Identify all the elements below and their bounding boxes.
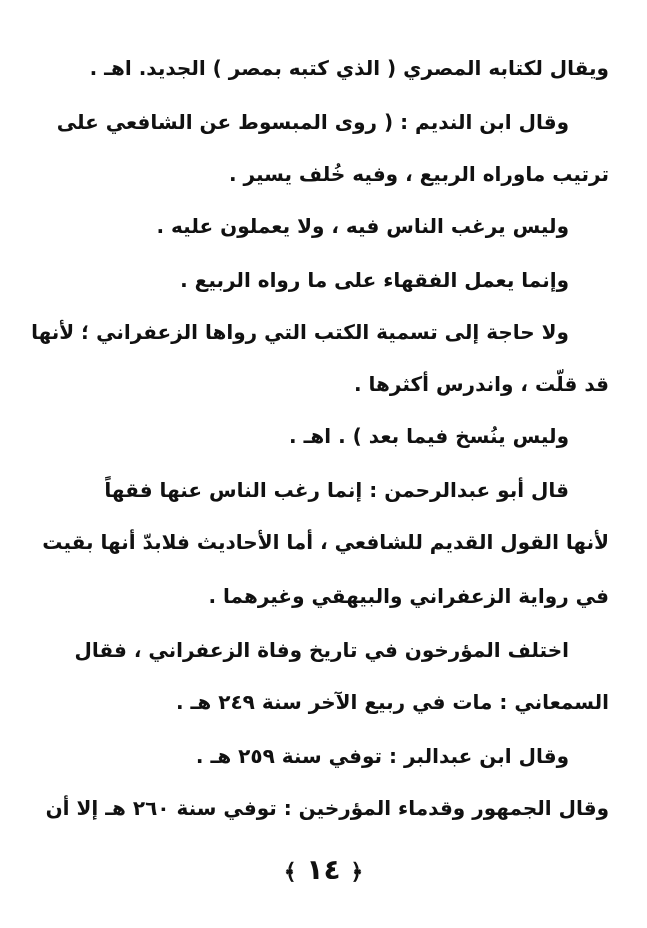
page-number-value: ١٤	[306, 853, 341, 886]
text-line-7: قد قلّت ، واندرس أكثرها .	[353, 372, 609, 396]
text-line-8: وليس ينُسخ فيما بعد ) . اهـ .	[289, 424, 569, 448]
text-line-10: لأنها القول القديم للشافعي ، أما الأحاديث فلابدّ أنها بقيت	[42, 530, 609, 554]
text-line-2: وقال ابن النديم : ( روى المبسوط عن الشافعي على	[56, 110, 569, 134]
text-line-4: وليس يرغب الناس فيه ، ولا يعملون عليه .	[156, 214, 569, 238]
text-line-1: ويقال لكتابه المصري ( الذي كتبه بمصر ) الجديد. اهـ .	[89, 56, 609, 80]
page-number-bracket-right: ﴿	[350, 860, 364, 885]
text-line-11: في رواية الزعفراني والبيهقي وغيرهما .	[208, 584, 609, 608]
page-number	[0, 852, 647, 891]
text-line-3: ترتيب ماوراه الربيع ، وفيه خُلف يسير .	[228, 162, 609, 186]
text-line-6: ولا حاجة إلى تسمية الكتب التي رواها الزعفراني ؛ لأنها	[31, 320, 569, 344]
text-line-9	[104, 474, 569, 506]
text-line-13: السمعاني : مات في ربيع الآخر سنة ٢٤٩ هـ .	[176, 690, 609, 714]
text-line-9-body: إنما رغب الناس عنها فقهاً	[104, 478, 363, 502]
text-line-15: وقال الجمهور وقدماء المؤرخين : توفي سنة ٢٦٠ هـ إلا أن	[45, 796, 609, 820]
author-lead: قال أبو عبدالرحمن :	[369, 478, 569, 502]
text-line-5: وإنما يعمل الفقهاء على ما رواه الربيع .	[180, 268, 569, 292]
text-line-14: وقال ابن عبدالبر : توفي سنة ٢٥٩ هـ .	[195, 744, 569, 768]
text-line-12: اختلف المؤرخون في تاريخ وفاة الزعفراني ، فقال	[74, 638, 569, 662]
page-number-bracket-left: ﴾	[283, 860, 297, 885]
